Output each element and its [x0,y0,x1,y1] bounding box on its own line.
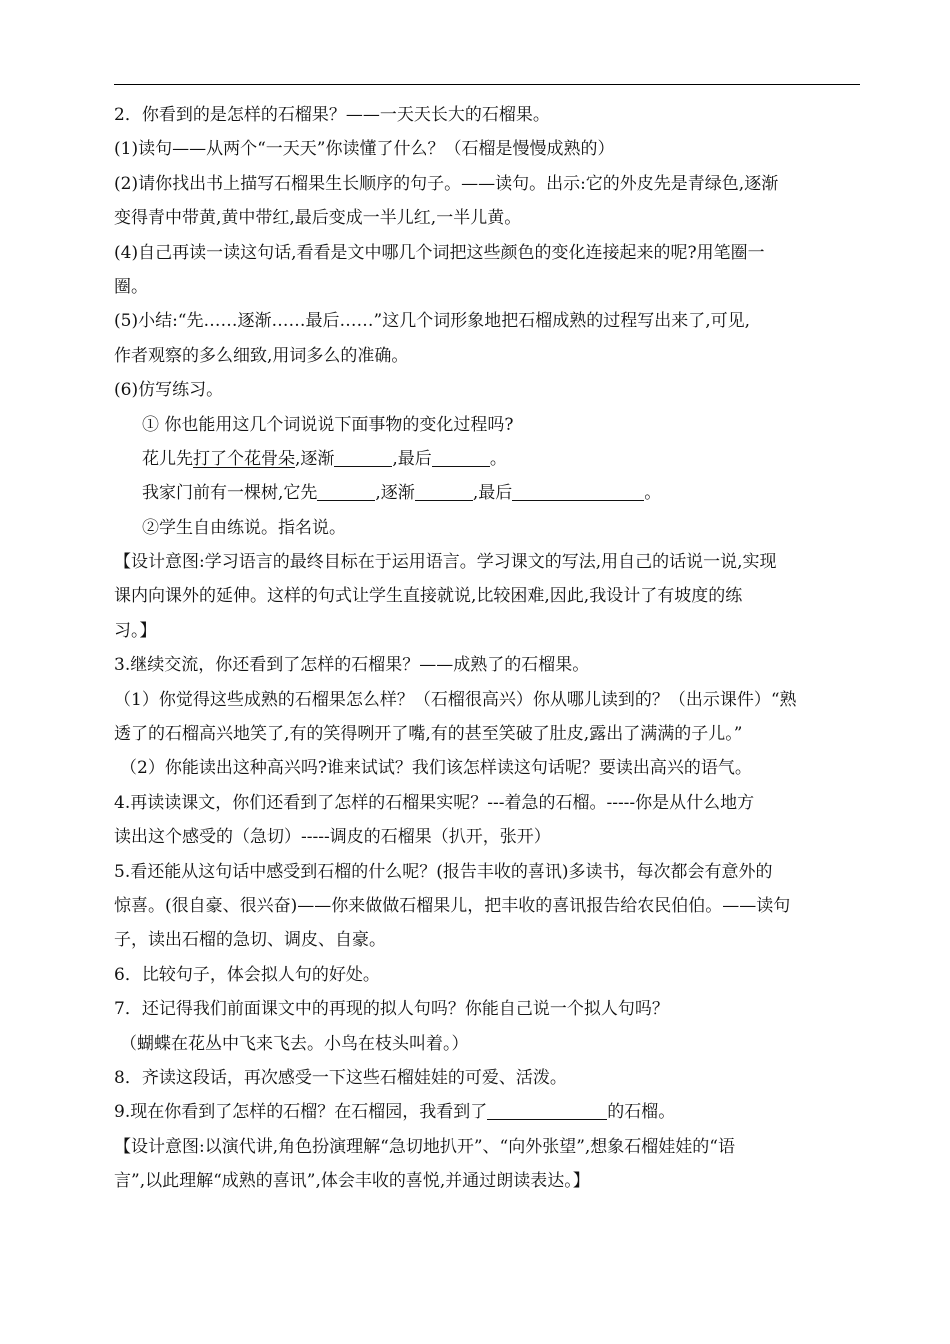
document-body [114,98,866,1199]
text-line: 7．还记得我们前面课文中的再现的拟人句吗？你能自己说一个拟人句吗？ [114,999,669,1020]
exercise-text: 我家门前有一棵树,它先 [142,483,318,504]
text-line: 6．比较句子，体会拟人句的好处。 [114,964,380,985]
fill-in-exercise-garden [114,1095,866,1129]
answer-blank[interactable] [415,482,473,501]
text-line: 惊喜。(很自豪、很兴奋)——你来做做石榴果儿，把丰收的喜讯报告给农民伯伯。——读句 [114,895,791,916]
text-line: (4)自己再读一读这句话,看看是文中哪几个词把这些颜色的变化连接起来的呢?用笔圈一 [114,242,765,263]
text-line: 作者观察的多么细致,用词多么的准确。 [114,345,409,366]
text-line: 圈。 [114,276,148,297]
text-line: 3.继续交流，你还看到了怎样的石榴果？——成熟了的石榴果。 [114,655,590,676]
exercise-text: 的石榴。 [607,1102,676,1123]
answer-blank[interactable] [432,448,490,467]
exercise-text: 9.现在你看到了怎样的石榴？在石榴园，我看到了 [114,1102,488,1123]
text-line: (5)小结:“先……逐渐……最后……”这几个词形象地把石榴成熟的过程写出来了,可见, [114,311,750,332]
text-line: (6)仿写练习。 [114,380,224,401]
text-line: 5.看还能从这句话中感受到石榴的什么呢？(报告丰收的喜讯)多读书，每次都会有意外的 [114,861,773,882]
answer-blank[interactable] [317,482,375,501]
text-line: ① 你也能用这几个词说说下面事物的变化过程吗? [142,414,514,435]
underlined-phrase: 打了个花骨朵 [193,448,295,469]
text-line: （1）你觉得这些成熟的石榴果怎么样？（石榴很高兴）你从哪儿读到的？（出示课件）“熟 [114,689,797,710]
answer-blank[interactable] [487,1101,607,1120]
design-intent-note: 【设计意图:学习语言的最终目标在于运用语言。学习课文的写法,用自己的话说一说,实现 [114,552,777,573]
text-line: ②学生自由练说。指名说。 [142,517,346,538]
text-line: 子，读出石榴的急切、调皮、自豪。 [114,930,386,951]
text-line: 4.再读读课文，你们还看到了怎样的石榴果实呢？---着急的石榴。-----你是从什么地方 [114,792,755,813]
text-line: （2）你能读出这种高兴吗?谁来试试？我们该怎样读这句话呢？要读出高兴的语气。 [120,758,752,779]
design-intent-note: 习。】 [114,620,157,641]
exercise-text: 。 [489,448,507,469]
text-line: 透了的石榴高兴地笑了,有的笑得咧开了嘴,有的甚至笑破了肚皮,露出了满满的子儿。” [114,724,743,745]
text-line: 变得青中带黄,黄中带红,最后变成一半儿红,一半儿黄。 [114,208,522,229]
exercise-text: ,最后 [472,483,513,504]
design-intent-note: 课内向课外的延伸。这样的句式让学生直接就说,比较困难,因此,我设计了有坡度的练 [114,586,743,607]
design-intent-note: 【设计意图:以演代讲,角色扮演理解“急切地扒开”、“向外张望”,想象石榴娃娃的“语 [114,1136,735,1157]
answer-blank[interactable] [334,448,392,467]
fill-in-exercise-flower [114,442,866,476]
fill-in-exercise-tree [114,476,866,510]
text-line: (2)请你找出书上描写石榴果生长顺序的句子。——读句。出示:它的外皮先是青绿色,逐渐 [114,173,779,194]
text-line: 2．你看到的是怎样的石榴果？——一天天长大的石榴果。 [114,105,550,125]
exercise-text: 花儿先 [142,448,193,469]
exercise-text: ,逐渐 [295,448,335,469]
text-line: 读出这个感受的（急切）-----调皮的石榴果（扒开，张开） [114,827,551,848]
text-line: 8．齐读这段话，再次感受一下这些石榴娃娃的可爱、活泼。 [114,1067,567,1088]
text-line: (1)读句——从两个“一天天”你读懂了什么？（石榴是慢慢成熟的） [114,139,615,160]
exercise-text: 。 [644,483,662,504]
exercise-text: ,最后 [392,448,432,469]
header-rule [114,84,860,85]
exercise-text: ,逐渐 [375,483,415,504]
answer-blank[interactable] [512,482,644,501]
text-line: （蝴蝶在花丛中飞来飞去。小鸟在枝头叫着。） [120,1033,469,1054]
design-intent-note: 言”,以此理解“成熟的喜讯”,体会丰收的喜悦,并通过朗读表达。】 [114,1171,590,1192]
